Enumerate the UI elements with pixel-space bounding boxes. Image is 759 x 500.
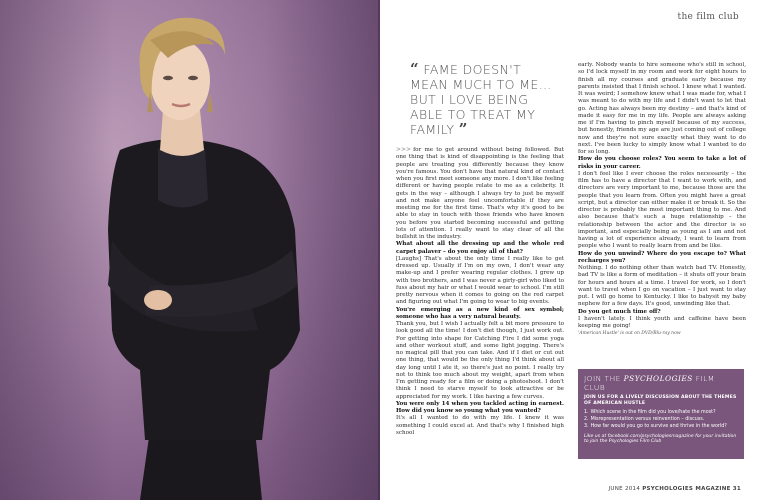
interview-question	[396, 401, 564, 416]
folio-page-number: 31	[732, 486, 741, 492]
quote-close-mark: ”	[458, 120, 468, 138]
film-club-box	[578, 369, 744, 459]
interview-paragraph	[396, 321, 564, 401]
interview-paragraph	[578, 62, 746, 156]
hand-shape	[144, 290, 172, 310]
question-number: 1.	[584, 410, 589, 415]
film-club-title	[584, 374, 738, 392]
interview-question	[396, 307, 564, 322]
footnote: 'American Hustle' is out on DVD/Blu-ray now	[578, 331, 681, 337]
paragraph-text: Thank you, but I wish I actually felt a bit more pressure to look good all the time! I don't diet though, I just work out. For getting into shape for Catching Fire I did some yoga and other workout stuff, and some light jogging. There's no magical pill that you can take. And if I diet or cut out one thing, that would be the only thing I'd think about all day long until I ate it, so there's just no point. I really try not to think too much about my weight, apart from when I'm getting ready for a film or doing a photoshoot. I don't think I need to starve myself to look attractive or be appreciated for my work. I like having a few curves.	[396, 321, 564, 400]
paragraph-text: I haven't lately. I think youth and caffeine have been keeping me going!	[578, 315, 746, 329]
pull-quote-text: FAME DOESN'T MEAN MUCH TO ME… BUT I LOVE BEING ABLE TO TREAT MY FAMILY	[410, 62, 552, 137]
quote-open-mark: “	[410, 60, 420, 78]
question-text: Which scene in the film did you love/hate the most?	[590, 410, 716, 415]
paragraph-text: What about all the dressing up and the whole red carpet palaver – do you enjoy all of that?	[396, 241, 564, 255]
paragraph-text: I don't feel like I ever choose the roles necessarily – the film has to have a director that I want to work with, and directors are very important to me, because those are the people that you learn from. Often you might have a great script, but a director can either make it or break it. So the director is probably the most important thing to me. And also because that's such a huge relationship – the relationship between the actor and the director is so important, and especially being as young as I am and not having a lot of experience already, I want to learn from people who I want to really learn from and be like.	[578, 170, 746, 250]
paragraph-text: for me to get around without being followed. But one thing that is kind of disappointing is the feeling that people are treating you differently because they know you're famous. You don't have that natural kind of contact when you first meet someone any more. I don't like feeling different or having people relate to me as a celebrity. It gets in the way – although I always try to just be myself and not make anyone feel uncomfortable if they are meeting me for the first time. That's why it's good to be able to stay in touch with those friends who have known you before you started becoming successful and getting lots of attention. I really want to stay clear of all the bullshit in the industry.	[396, 147, 564, 240]
interview-paragraph	[396, 415, 564, 437]
section-tag: the film club	[677, 12, 739, 22]
top-shape	[158, 148, 208, 208]
continued-marker: >>>	[396, 146, 412, 153]
right-eye	[188, 76, 198, 80]
question-text: Misrepresentation versus reinvention – discuss.	[590, 417, 705, 423]
question-number: 3.	[584, 424, 589, 430]
interview-paragraph	[396, 256, 564, 307]
question-number: 2.	[584, 417, 589, 423]
paragraph-text: It's all I wanted to do with my life. I knew it was something I could excel at. And that's why I finished high school	[396, 415, 564, 436]
paragraph-text: How do you choose roles? You seem to take a lot of risks in your career.	[578, 156, 746, 170]
interview-question	[578, 156, 746, 171]
film-club-title-suffix: FILM CLUB	[584, 374, 715, 392]
paragraph-text: How do you unwind? Where do you escape to? What recharges you?	[578, 250, 746, 264]
paragraph-text: [Laughs] That's about the only time I really like to get dressed up. Usually if I'm on my own, I don't wear any make-up and I prefer wearing regular clothes. I grew up with two brothers, and I was never a girly-girl who liked to fuss about my hair or what I would wear to school. I'm still pretty nervous when it comes to going on the red carpet and figuring out what I'm going to wear to big events.	[396, 255, 564, 306]
interview-question	[396, 241, 564, 256]
interview-question	[578, 251, 746, 266]
film-club-title-brand: PSYCHOLOGIES	[623, 374, 693, 383]
paragraph-text: You're emerging as a new kind of sex symbol; someone who has a very natural beauty.	[396, 306, 564, 320]
pull-quote	[410, 62, 562, 137]
film-club-note: Like us at facebook.com/psychologiesmagazine for your invitation to join the Psychologies Film Club	[584, 433, 737, 445]
interview-paragraph	[578, 316, 746, 331]
interview-question	[578, 309, 746, 316]
folio	[608, 486, 741, 492]
interview-paragraph	[578, 171, 746, 251]
paragraph-text: early. Nobody wants to hire someone who's still in school, so I'd lock myself in my room and work for eight hours to finish all my courses and graduate early because my parents insisted that I finish school. I knew what I wanted. It was weird; I somehow knew what I was made for, what I was meant to do with my life and I didn't want to let that go. Acting has always been my destiny – and that's kind of made it easy for me in my life. People are always asking me if I'm having to pinch myself because of my success, but honestly, friends my age are just coming out of college now and they're not sure exactly what they want to do next. I've been lucky to simply know what I wanted to do for so long.	[578, 62, 746, 155]
film-club-question	[584, 417, 738, 423]
film-club-subtitle: JOIN US FOR A LIVELY DISCUSSION ABOUT THE THEMES OF AMERICAN HUSTLE	[584, 395, 737, 406]
left-eye	[163, 76, 173, 80]
film-club-title-prefix: JOIN THE	[584, 374, 621, 383]
folio-magazine: PSYCHOLOGIES MAGAZINE	[642, 486, 731, 492]
paragraph-text: Do you get much time off?	[578, 308, 661, 315]
article-column-1	[396, 146, 564, 437]
interview-paragraph	[396, 146, 564, 241]
folio-issue: JUNE 2014	[608, 486, 641, 492]
paragraph-text: Nothing. I do nothing other than watch bad TV. Honestly, bad TV is like a form of meditation – it shuts off your brain for hours and hours at a time. I travel for work, so I don't want to travel when I go on vacation – I just want to stay put. I will go home to Kentucky. I like to babysit my baby nephew for a few days. It's good, unwinding like that.	[578, 265, 746, 308]
article-page	[380, 0, 759, 500]
article-column-2	[578, 62, 746, 338]
film-club-questions	[584, 410, 738, 431]
right-earring	[207, 92, 213, 112]
skirt-shape	[140, 430, 262, 500]
paragraph-text: You were only 14 when you tackled acting in earnest. How did you know so young what you wanted?	[396, 400, 564, 414]
film-club-question	[584, 424, 738, 430]
question-text: How far would you go to survive and thrive in the world?	[590, 424, 727, 430]
interview-paragraph	[578, 265, 746, 309]
film-club-question	[584, 410, 738, 416]
